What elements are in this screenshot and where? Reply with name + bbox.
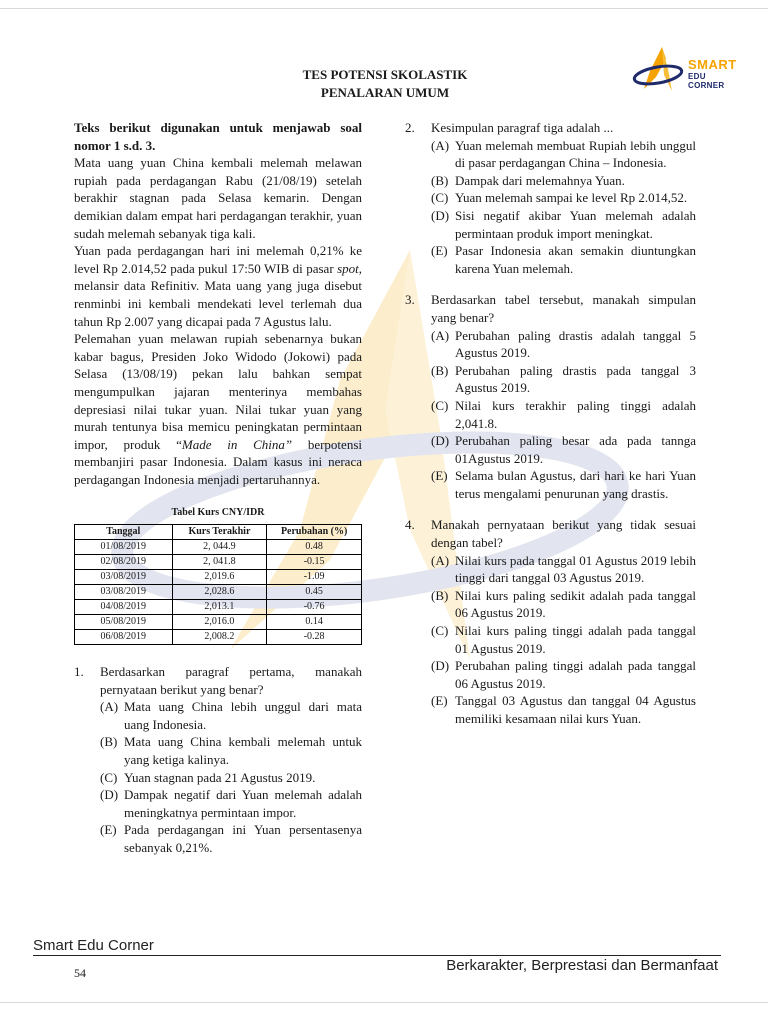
right-column (405, 119, 696, 728)
paragraph-2: Yuan pada perdagangan hari ini melemah 0,21% ke level Rp 2.014,52 pada pukul 17:50 WIB di pasar spot, melansir data Refinitiv. Mata uang yang juga disebut renminbi ini kembali mendekati level terlemah dua tahun Rp 2.007 yang dicapai pada 7 Agustus lalu. (74, 243, 362, 329)
option-text: Perubahan paling drastis adalah tanggal 5 Agustus 2019. (455, 327, 696, 361)
option-text: Mata uang China kembali melemah untuk yang ketiga kalinya. (124, 734, 362, 768)
logo-brand-text: SMART (688, 57, 737, 72)
option-letter: (E) (431, 243, 448, 259)
question-text: Kesimpulan paragraf tiga adalah ... (431, 120, 614, 135)
option-letter: (C) (431, 190, 449, 206)
option-text: Tanggal 03 Agustus dan tanggal 04 Agustus memiliki kesamaan nilai kurs Yuan. (455, 693, 696, 726)
exchange-rate-table (74, 524, 362, 645)
answer-option (431, 552, 696, 587)
page-subtitle: PENALARAN UMUM (320, 85, 450, 100)
option-letter: (C) (431, 397, 449, 413)
option-text: Dampak negatif dari Yuan melemah adalah meningkatnya permintaan impor. (124, 787, 362, 820)
answer-option (431, 397, 696, 432)
table-cell: -0.28 (267, 630, 362, 645)
answer-option (431, 467, 696, 502)
option-letter: (E) (100, 822, 117, 838)
table-cell: -0.15 (267, 555, 362, 570)
option-letter: (D) (100, 787, 119, 803)
table-row (75, 615, 362, 630)
question-number: 1. (74, 664, 84, 680)
option-text: Perubahan paling besar ada pada tannga 01Agustus 2019. (455, 433, 696, 466)
option-text: Nilai kurs paling sedikit adalah pada tanggal 06 Agustus 2019. (455, 587, 696, 621)
question-number: 4. (405, 517, 415, 533)
option-text: Nilai kurs paling tinggi adalah pada tanggal 01 Agustus 2019. (455, 623, 696, 656)
table-title: Tabel Kurs CNY/IDR (171, 507, 265, 519)
option-letter: (E) (431, 693, 448, 709)
table-header-cell: Tanggal (75, 525, 173, 540)
option-text: Perubahan paling tinggi adalah pada tanggal 06 Agustus 2019. (455, 658, 696, 691)
answer-option (431, 207, 696, 242)
option-letter: (C) (100, 769, 118, 785)
answer-option (431, 432, 696, 467)
question-stem (74, 663, 362, 698)
question-item (405, 119, 696, 277)
option-letter: (D) (431, 658, 450, 674)
exchange-rate-table-section (74, 504, 362, 645)
table-row (75, 555, 362, 570)
table-cell: 2,008.2 (172, 630, 267, 645)
option-letter: (C) (431, 623, 449, 639)
option-letter: (B) (431, 172, 449, 188)
table-row (75, 570, 362, 585)
question-text: Manakah pernyataan berikut yang tidak sesuai dengan tabel? (431, 517, 696, 551)
answer-option (100, 769, 362, 787)
option-letter: (B) (431, 587, 449, 603)
page-title: TES POTENSI SKOLASTIK (302, 67, 468, 82)
table-cell: 2,028.6 (172, 585, 267, 600)
bottom-divider (0, 1002, 768, 1003)
answer-option (431, 137, 696, 172)
table-row (75, 600, 362, 615)
footer-motto: Berkarakter, Berprestasi dan Bermanfaat (446, 957, 718, 974)
answer-option (431, 587, 696, 622)
table-header-cell: Kurs Terakhir (172, 525, 267, 540)
table-cell: 2,013.1 (172, 600, 267, 615)
page-number: 54 (74, 966, 86, 980)
answer-option (100, 733, 362, 768)
option-text: Yuan melemah membuat Rupiah lebih unggul di pasar perdagangan China – Indonesia. (455, 137, 696, 171)
answer-option (431, 692, 696, 727)
option-text: Selama bulan Agustus, dari hari ke hari Yuan terus mengalami penurunan yang drastis. (455, 468, 696, 501)
question-stem (405, 119, 696, 137)
answer-option (431, 242, 696, 277)
table-cell: 2, 044.9 (172, 540, 267, 555)
option-text: Sisi negatif akibar Yuan melemah adalah permintaan produk import meningkat. (455, 207, 696, 241)
table-cell: 05/08/2019 (75, 615, 173, 630)
questions-left (74, 663, 362, 857)
option-letter: (E) (431, 468, 448, 484)
answer-option (100, 821, 362, 856)
option-text: Nilai kurs terakhir paling tinggi adalah 2,041.8. (455, 397, 696, 431)
table-cell: 2,016.0 (172, 615, 267, 630)
table-cell: 03/08/2019 (75, 570, 173, 585)
reading-instruction: Teks berikut digunakan untuk menjawab soal nomor 1 s.d. 3. (74, 120, 362, 153)
option-text: Dampak dari melemahnya Yuan. (455, 172, 625, 188)
option-letter: (D) (431, 433, 450, 449)
answer-option (431, 362, 696, 397)
logo-sub-text: EDU CORNER (688, 72, 725, 90)
footer-divider (33, 955, 721, 956)
answer-option (100, 698, 362, 733)
answer-option (431, 172, 696, 190)
table-header-cell: Perubahan (%) (267, 525, 362, 540)
table-cell: -0.76 (267, 600, 362, 615)
option-text: Nilai kurs pada tanggal 01 Agustus 2019 lebih tinggi dari tanggal 03 Agustus 2019. (455, 552, 696, 586)
table-row (75, 540, 362, 555)
table-cell: 2, 041.8 (172, 555, 267, 570)
question-text: Berdasarkan paragraf pertama, manakah pernyataan berikut yang benar? (100, 664, 362, 697)
question-stem (405, 291, 696, 326)
question-item (74, 663, 362, 857)
option-text: Perubahan paling drastis pada tanggal 3 Agustus 2019. (455, 362, 696, 396)
question-stem (405, 516, 696, 551)
answer-option (431, 189, 696, 207)
table-cell: 06/08/2019 (75, 630, 173, 645)
option-letter: (D) (431, 207, 450, 223)
option-letter: (A) (100, 699, 119, 715)
top-divider (0, 8, 768, 9)
answer-option (431, 657, 696, 692)
table-cell: 0.14 (267, 615, 362, 630)
table-cell: 0.48 (267, 540, 362, 555)
option-text: Yuan melemah sampai ke level Rp 2.014,52. (455, 190, 688, 206)
option-letter: (B) (100, 734, 118, 750)
question-item (405, 516, 696, 727)
table-cell: 0.45 (267, 585, 362, 600)
table-cell: 02/08/2019 (75, 555, 173, 570)
table-cell: 03/08/2019 (75, 585, 173, 600)
option-letter: (B) (431, 362, 449, 378)
question-number: 3. (405, 292, 415, 308)
table-header-row (75, 525, 362, 540)
answer-option (431, 327, 696, 362)
table-row (75, 630, 362, 645)
table-cell: 04/08/2019 (75, 600, 173, 615)
answer-option (431, 622, 696, 657)
paragraph-1: Mata uang yuan China kembali melemah melawan rupiah pada perdagangan Rabu (21/08/19) setelah berakhir stagnan pada Selasa kemarin. Dengan demikian dalam empat hari perdagangan terakhir, yuan sudah melemah sebanyak tiga kali. (74, 155, 362, 241)
table-cell: 2,019.6 (172, 570, 267, 585)
footer-brand: Smart Edu Corner (33, 937, 154, 954)
question-number: 2. (405, 120, 415, 135)
question-item (405, 291, 696, 502)
table-cell: -1.09 (267, 570, 362, 585)
answer-option (100, 786, 362, 821)
option-letter: (A) (431, 137, 450, 153)
table-cell: 01/08/2019 (75, 540, 173, 555)
table-row (75, 585, 362, 600)
option-letter: (A) (431, 552, 450, 568)
option-text: Pasar Indonesia akan semakin diuntungkan karena Yuan melemah. (455, 243, 696, 276)
smart-logo-icon (632, 45, 688, 93)
option-text: Yuan stagnan pada 21 Agustus 2019. (124, 769, 316, 785)
option-text: Pada perdagangan ini Yuan persentasenya sebanyak 0,21%. (124, 822, 362, 855)
option-text: Mata uang China lebih unggul dari mata uang Indonesia. (124, 699, 362, 732)
question-text: Berdasarkan tabel tersebut, manakah simpulan yang benar? (431, 292, 696, 325)
left-column (74, 119, 362, 857)
brand-logo (632, 45, 742, 93)
paragraph-3: Pelemahan yuan melawan rupiah sebenarnya bukan kabar bagus, Presiden Joko Widodo (Jokowi) pada Selasa (13/08/19) pekan lalu bahkan sempat mengumpulkan jajaran menterinya membahas depresiasi nilai tukar yuan. Nilai tukar yuan yang murah tentunya bisa memicu peningkatan permintaan impor, produk “Made in China” berpotensi membanjiri pasar Indonesia. Dalam kasus ini neraca perdagangan Indonesia menjadi pertaruhannya. (74, 331, 362, 487)
option-letter: (A) (431, 327, 450, 343)
